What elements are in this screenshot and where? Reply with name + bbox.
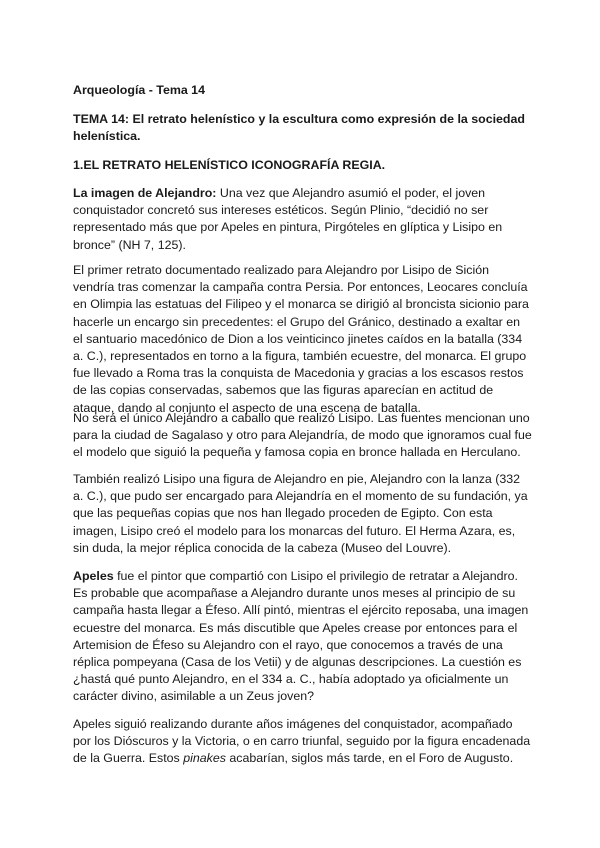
paragraph-apeles [73, 568, 533, 706]
paragraph-equestrian-alexander: No será el único Alejandro a caballo que realizó Lisipo. Las fuentes mencionan uno para la ciudad de Sagalaso y otro para Alejandría, de modo que ignoramos cual fue el modelo que siguió la pequeña y famosa copia en bronce hallada en Herculano. [73, 411, 532, 460]
title-label: TEMA 14: [73, 112, 129, 126]
document-title [73, 111, 533, 145]
paragraph-lead: Apeles [73, 569, 114, 583]
paragraph-granicus-group: El primer retrato documentado realizado para Alejandro por Lisipo de Sición vendría tras comenzar la campaña contra Persia. Por entonces, Leocares concluía en Olimpia las estatuas del Filipeo y el monarca se dirigió al broncista sicionio para hacerle un encargo sin precedentes: el Grupo del Gránico, destinado a exaltar en el santuario macedónico de Dion a los veinticinco jinetes caídos en la batalla (334 a. C.), representados en torno a la figura, también ecuestre, del monarca. El grupo fue llevado a Roma tras la conquista de Macedonia y gracias a los escasos restos de las copias conservadas, sabemos que las figuras aparecían en actitud de ataque, dando al conjunto el aspecto de una escena de batalla. [73, 263, 529, 415]
title-text: El retrato helenístico y la escultura como expresión de la sociedad helenística. [73, 112, 525, 144]
document-header: Arqueología - Tema 14 [73, 83, 205, 97]
paragraph-image-of-alexander [73, 185, 533, 254]
paragraph-italic-term: pinakes [183, 751, 226, 766]
paragraph-text-before: Apeles siguió realizando durante años imágenes del conquistador, acompañado por los Dióscuros y la Victoria, o en carro triunfal, seguido por la figura encadenada de la Guerra. Estos [73, 717, 531, 766]
paragraph-text: Una vez que Alejandro asumió el poder, el joven conquistador concretó sus intereses estéticos. Según Plinio, “decidió no ser representado más que por Apeles en pintura, Pirgóteles en glíptica y Lisipo en bronce” (NH 7, 125). [73, 186, 503, 252]
paragraph-lead: La imagen de Alejandro: [73, 186, 217, 200]
section-heading: 1.EL RETRATO HELENÍSTICO ICONOGRAFÍA REGIA. [73, 158, 386, 172]
paragraph-alexander-with-lance: También realizó Lisipo una figura de Alejandro en pie, Alejandro con la lanza (332 a. C.), que pudo ser encargado para Alejandría en el momento de su fundación, ya que las pequeñas copias que nos han llegado proceden de Egipto. Con esta imagen, Lisipo creó el modelo para los monarcas del futuro. El Herma Azara, es, sin duda, la mejor réplica conocida de la cabeza (Museo del Louvre). [73, 472, 528, 555]
paragraph-text: fue el pintor que compartió con Lisipo el privilegio de retratar a Alejandro. Es probable que acompañase a Alejandro durante unos meses al principio de su campaña hasta llegar a Éfeso. Allí pintó, mientras el ejército reposaba, una imagen ecuestre del monarca. Es más discutible que Apeles crease por entonces para el Artemision de Éfeso su Alejandro con el rayo, que conocemos a través de una réplica pompeyana (Casa de los Vetii) y de algunas descripciones. La cuestión es ¿hastá qué punto Alejandro, en el 334 a. C., había adoptado ya oficialmente un carácter divino, asimilable a un Zeus joven? [73, 569, 529, 704]
paragraph-text-after: acabarían, siglos más tarde, en el Foro de Augusto. [225, 751, 514, 766]
paragraph-pinakes [73, 716, 533, 768]
